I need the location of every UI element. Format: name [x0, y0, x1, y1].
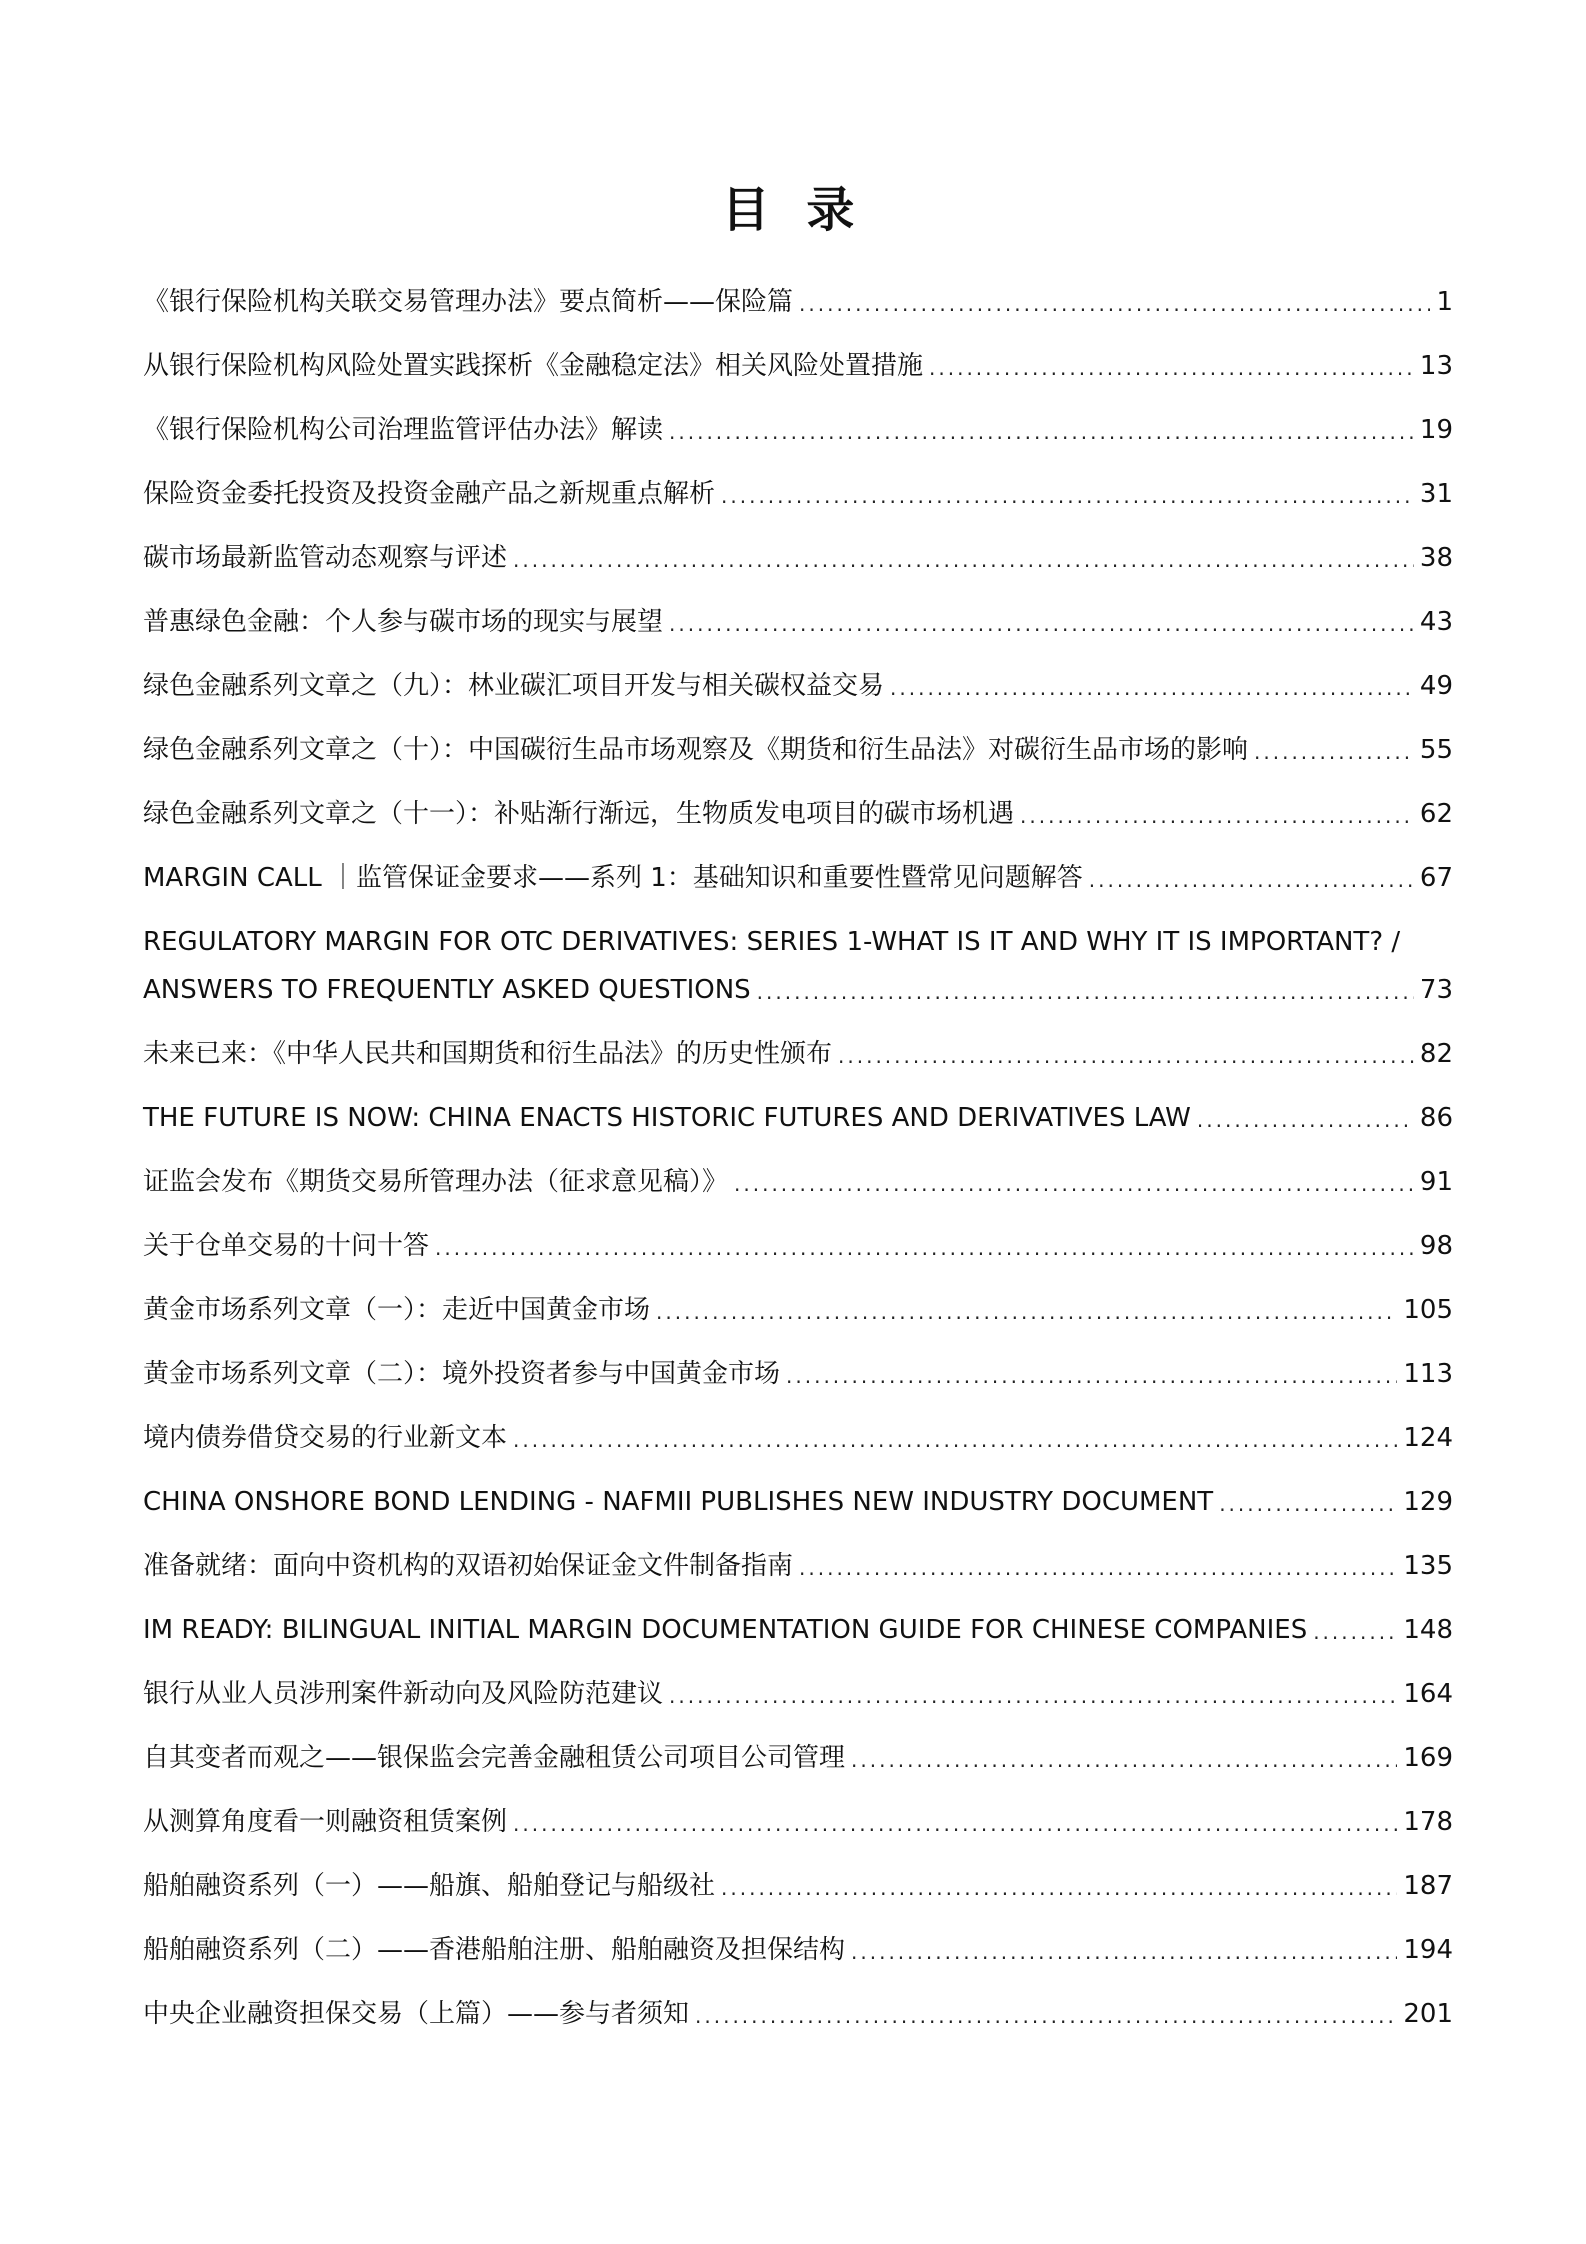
dot-leader	[851, 1746, 1397, 1774]
dot-leader	[669, 610, 1414, 638]
toc-entry-page: 201	[1403, 1999, 1453, 2029]
toc-entry[interactable]	[143, 1230, 1453, 1262]
dot-leader	[757, 978, 1414, 1006]
toc-entry-title: 《银行保险机构关联交易管理办法》要点简析——保险篇	[143, 287, 794, 317]
toc-entry[interactable]	[143, 1870, 1453, 1902]
toc-entry-title-line1: REGULATORY MARGIN FOR OTC DERIVATIVES: SERIES 1-WHAT IS IT AND WHY IT IS IMPORTANT? /	[143, 927, 1401, 957]
dot-leader	[721, 482, 1414, 510]
toc-entry-title: 保险资金委托投资及投资金融产品之新规重点解析	[143, 479, 716, 509]
toc-entry[interactable]	[143, 1486, 1453, 1518]
toc-entry[interactable]	[143, 542, 1453, 574]
toc-entry-page: 31	[1419, 479, 1453, 509]
toc-entry[interactable]	[143, 1998, 1453, 2030]
toc-entry-title: 船舶融资系列（二）——香港船舶注册、船舶融资及担保结构	[143, 1935, 846, 1965]
dot-leader	[1020, 802, 1414, 830]
dot-leader	[799, 290, 1430, 318]
toc-entry[interactable]	[143, 1934, 1453, 1966]
toc-entry-title: 黄金市场系列文章（二）：境外投资者参与中国黄金市场	[143, 1359, 781, 1389]
toc-entry-title: 黄金市场系列文章（一）：走近中国黄金市场	[143, 1295, 651, 1325]
dot-leader	[1197, 1106, 1414, 1134]
toc-entry[interactable]	[143, 606, 1453, 638]
dot-leader	[786, 1362, 1397, 1390]
toc-entry-title: 绿色金融系列文章之（九）：林业碳汇项目开发与相关碳权益交易	[143, 671, 885, 701]
toc-entry-page: 148	[1403, 1615, 1453, 1645]
toc-entry[interactable]	[143, 1806, 1453, 1838]
toc-entry-title: 关于仓单交易的十问十答	[143, 1231, 430, 1261]
dot-leader	[513, 546, 1414, 574]
dot-leader	[929, 354, 1414, 382]
toc-entry-page: 49	[1419, 671, 1453, 701]
toc-entry[interactable]	[143, 478, 1453, 510]
toc-entry-page: 178	[1403, 1807, 1453, 1837]
toc-entry-page: 129	[1403, 1487, 1453, 1517]
toc-entry[interactable]	[143, 286, 1453, 318]
dot-leader	[721, 1874, 1397, 1902]
toc-entry-title: 碳市场最新监管动态观察与评述	[143, 543, 508, 573]
dot-leader	[1219, 1490, 1397, 1518]
dot-leader	[656, 1298, 1397, 1326]
toc-entry-title: 普惠绿色金融：个人参与碳市场的现实与展望	[143, 607, 664, 637]
table-of-contents	[143, 286, 1453, 2062]
dot-leader	[838, 1042, 1414, 1070]
toc-entry[interactable]	[143, 1742, 1453, 1774]
toc-entry-page: 43	[1419, 607, 1453, 637]
toc-entry-title: 自其变者而观之——银保监会完善金融租赁公司项目公司管理	[143, 1743, 846, 1773]
toc-entry[interactable]	[143, 734, 1453, 766]
dot-leader	[799, 1554, 1397, 1582]
dot-leader	[1089, 866, 1414, 894]
toc-entry-page: 38	[1419, 543, 1453, 573]
toc-entry-page: 82	[1419, 1039, 1453, 1069]
toc-entry-title: 绿色金融系列文章之（十）：中国碳衍生品市场观察及《期货和衍生品法》对碳衍生品市场的影响	[143, 735, 1249, 765]
toc-entry[interactable]	[143, 1678, 1453, 1710]
toc-entry-page: 113	[1403, 1359, 1453, 1389]
toc-entry-title: 船舶融资系列（一）——船旗、船舶登记与船级社	[143, 1871, 716, 1901]
toc-entry-title: THE FUTURE IS NOW: CHINA ENACTS HISTORIC FUTURES AND DERIVATIVES LAW	[143, 1103, 1191, 1133]
toc-entry[interactable]	[143, 1358, 1453, 1390]
toc-entry-page: 67	[1419, 863, 1453, 893]
toc-entry[interactable]	[143, 670, 1453, 702]
toc-entry-title: CHINA ONSHORE BOND LENDING - NAFMII PUBLISHES NEW INDUSTRY DOCUMENT	[143, 1487, 1214, 1517]
toc-entry-page: 98	[1419, 1231, 1453, 1261]
toc-entry-page: 187	[1403, 1871, 1453, 1901]
toc-entry-title: 从测算角度看一则融资租赁案例	[143, 1807, 508, 1837]
dot-leader	[513, 1810, 1397, 1838]
dot-leader	[851, 1938, 1397, 1966]
toc-entry[interactable]	[143, 862, 1453, 894]
toc-entry[interactable]	[143, 350, 1453, 382]
toc-entry-page: 1	[1436, 287, 1453, 317]
toc-entry-page: 135	[1403, 1551, 1453, 1581]
dot-leader	[1313, 1618, 1397, 1646]
toc-entry-page: 91	[1419, 1167, 1453, 1197]
toc-entry-title: 境内债券借贷交易的行业新文本	[143, 1423, 508, 1453]
toc-entry-page: 73	[1419, 975, 1453, 1005]
dot-leader	[669, 1682, 1397, 1710]
toc-entry-title: 银行从业人员涉刑案件新动向及风险防范建议	[143, 1679, 664, 1709]
toc-entry-page: 164	[1403, 1679, 1453, 1709]
toc-entry-page: 194	[1403, 1935, 1453, 1965]
toc-entry-title: IM READY: BILINGUAL INITIAL MARGIN DOCUMENTATION GUIDE FOR CHINESE COMPANIES	[143, 1615, 1308, 1645]
toc-entry[interactable]	[143, 1550, 1453, 1582]
toc-entry-title: 绿色金融系列文章之（十一）：补贴渐行渐远，生物质发电项目的碳市场机遇	[143, 799, 1015, 829]
toc-entry[interactable]	[143, 926, 1453, 1006]
toc-entry-title: 《银行保险机构公司治理监管评估办法》解读	[143, 415, 664, 445]
toc-entry-title: 未来已来：《中华人民共和国期货和衍生品法》的历史性颁布	[143, 1039, 833, 1069]
page-title: 目 录	[721, 182, 865, 238]
toc-entry-line2	[143, 974, 1453, 1006]
dot-leader	[435, 1234, 1414, 1262]
toc-entry-page: 19	[1419, 415, 1453, 445]
toc-entry-title: MARGIN CALL ｜监管保证金要求——系列 1：基础知识和重要性暨常见问题解答	[143, 863, 1083, 893]
toc-entry[interactable]	[143, 1614, 1453, 1646]
dot-leader	[1254, 738, 1414, 766]
toc-entry[interactable]	[143, 414, 1453, 446]
dot-leader	[695, 2002, 1397, 2030]
toc-entry-page: 86	[1419, 1103, 1453, 1133]
toc-entry-page: 124	[1403, 1423, 1453, 1453]
toc-entry-page: 169	[1403, 1743, 1453, 1773]
toc-entry-title: 从银行保险机构风险处置实践探析《金融稳定法》相关风险处置措施	[143, 351, 924, 381]
toc-entry-title: 证监会发布《期货交易所管理办法（征求意见稿）》	[143, 1167, 729, 1197]
toc-entry[interactable]	[143, 1038, 1453, 1070]
toc-entry-page: 105	[1403, 1295, 1453, 1325]
dot-leader	[734, 1170, 1414, 1198]
toc-entry-title: 准备就绪：面向中资机构的双语初始保证金文件制备指南	[143, 1551, 794, 1581]
toc-entry[interactable]	[143, 798, 1453, 830]
toc-entry[interactable]	[143, 1422, 1453, 1454]
dot-leader	[513, 1426, 1397, 1454]
toc-entry[interactable]	[143, 1294, 1453, 1326]
toc-entry-page: 55	[1419, 735, 1453, 765]
toc-entry-page: 62	[1419, 799, 1453, 829]
toc-entry-page: 13	[1419, 351, 1453, 381]
toc-entry[interactable]	[143, 1102, 1453, 1134]
toc-entry-title-line2: ANSWERS TO FREQUENTLY ASKED QUESTIONS	[143, 975, 751, 1005]
dot-leader	[669, 418, 1414, 446]
dot-leader	[890, 674, 1414, 702]
toc-entry-title: 中央企业融资担保交易（上篇）——参与者须知	[143, 1999, 690, 2029]
toc-entry[interactable]	[143, 1166, 1453, 1198]
